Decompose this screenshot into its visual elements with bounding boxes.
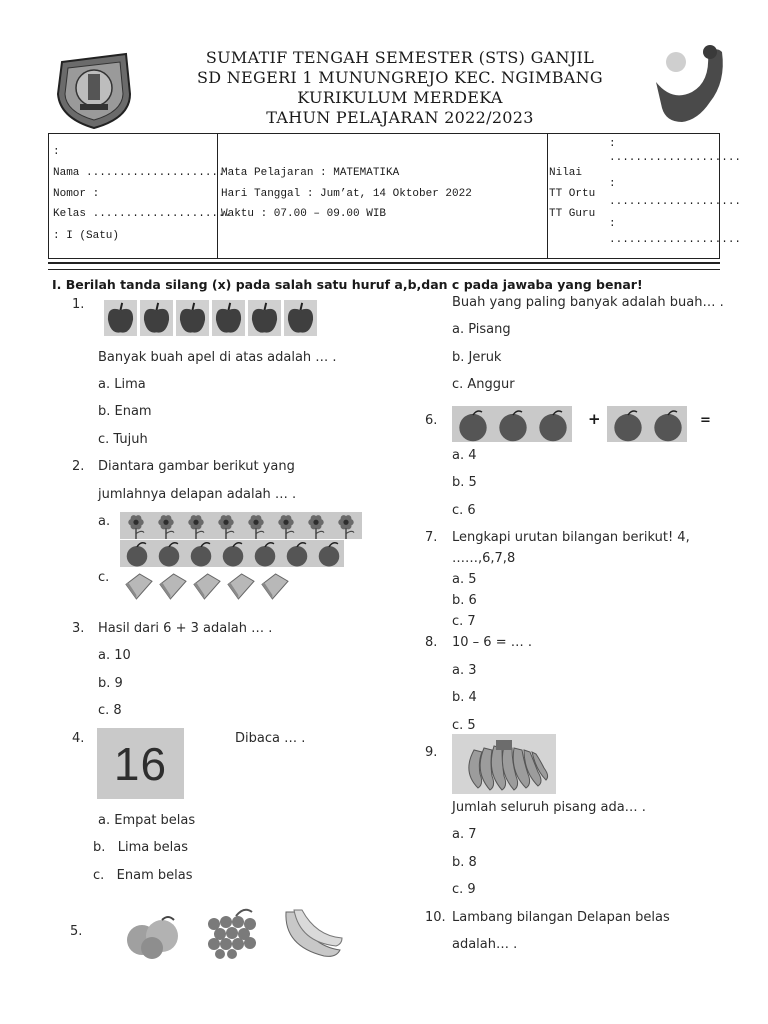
q2-question-line-1: Diantara gambar berikut yang (98, 459, 295, 474)
q2-book-image (122, 570, 292, 602)
q1-apple-image (104, 300, 318, 336)
q4-option-b[interactable]: b. Lima belas (93, 840, 188, 855)
q1-option-b[interactable]: b. Enam (98, 404, 152, 419)
header-title-line-1: SUMATIF TENGAH SEMESTER (STS) GANJIL (205, 48, 595, 67)
q7-question-line-2: ……,6,7,8 (452, 551, 516, 566)
q9-option-c[interactable]: c. 9 (452, 882, 476, 897)
orange-icon (282, 540, 312, 567)
orange-icon (649, 406, 687, 442)
parent-sign-colon: : (609, 178, 616, 190)
q1-option-c[interactable]: c. Tujuh (98, 432, 148, 447)
apple-icon (284, 300, 317, 336)
q8-option-b[interactable]: b. 4 (452, 690, 477, 705)
name-field[interactable]: Nama ..................... (53, 167, 225, 179)
q6-number: 6. (425, 413, 438, 428)
class-field[interactable]: Kelas ..................... (53, 208, 232, 220)
orange-icon (609, 406, 647, 442)
q5-option-a[interactable]: a. Pisang (452, 322, 511, 337)
q7-option-a[interactable]: a. 5 (452, 572, 477, 587)
q10-number: 10. (425, 910, 446, 925)
header-divider (48, 262, 720, 270)
number-field[interactable]: Nomor : (53, 188, 100, 200)
orange-icon (534, 406, 572, 442)
apple-icon (104, 300, 137, 336)
q6-option-a[interactable]: a. 4 (452, 448, 477, 463)
q2-option-a[interactable]: a. (98, 514, 111, 529)
student-info-row-1: : (53, 146, 60, 158)
q8-question: 10 – 6 = … . (452, 635, 532, 650)
q3-option-c[interactable]: c. 8 (98, 703, 122, 718)
header-title-line-4: TAHUN PELAJARAN 2022/2023 (266, 108, 534, 127)
q2-option-c[interactable]: c. (98, 570, 110, 585)
teacher-sign-dots[interactable]: .................... (609, 234, 742, 246)
q7-option-b[interactable]: b. 6 (452, 593, 477, 608)
flower-icon (182, 512, 210, 539)
apple-icon (248, 300, 281, 336)
book-icon (258, 570, 290, 602)
q4-number-image (97, 728, 184, 799)
q3-option-b[interactable]: b. 9 (98, 676, 123, 691)
teacher-sign-colon: : (609, 218, 616, 230)
q5-option-b[interactable]: b. Jeruk (452, 350, 502, 365)
q5-question: Buah yang paling banyak adalah buah… . (452, 295, 724, 310)
q7-option-c[interactable]: c. 7 (452, 614, 476, 629)
q6-equals-sign: = (700, 413, 711, 428)
date-row: Hari Tanggal : Jum’at, 14 Oktober 2022 (221, 188, 472, 200)
q5-number: 5. (70, 924, 83, 939)
q1-question: Banyak buah apel di atas adalah … . (98, 350, 337, 365)
q2-orange-image (120, 540, 344, 567)
q6-plus-sign: + (588, 410, 601, 428)
score-dots[interactable]: .................... (609, 152, 742, 164)
q2-flower-image (120, 512, 362, 539)
subject-row: Mata Pelajaran : MATEMATIKA (221, 167, 400, 179)
header-title-line-2: SD NEGERI 1 MUNUNGREJO KEC. NGIMBANG (196, 68, 604, 87)
q3-question: Hasil dari 6 + 3 adalah … . (98, 621, 273, 636)
q5-option-c[interactable]: c. Anggur (452, 377, 515, 392)
q2-question-line-2: jumlahnya delapan adalah … . (98, 487, 297, 502)
q5-grape-icon (200, 906, 264, 968)
orange-icon (218, 540, 248, 567)
teacher-sign-label: TT Guru (549, 208, 596, 220)
book-icon (190, 570, 222, 602)
q6-option-c[interactable]: c. 6 (452, 503, 476, 518)
orange-icon (154, 540, 184, 567)
q4-number-image-text: 16 (113, 737, 168, 790)
time-row: Waktu : 07.00 – 09.00 WIB (221, 208, 387, 220)
orange-icon (186, 540, 216, 567)
apple-icon (212, 300, 245, 336)
q8-option-a[interactable]: a. 3 (452, 663, 477, 678)
q6-left-orange-image (452, 406, 572, 442)
q3-number: 3. (72, 621, 85, 636)
flower-icon (122, 512, 150, 539)
q6-option-b[interactable]: b. 5 (452, 475, 477, 490)
q9-option-b[interactable]: b. 8 (452, 855, 477, 870)
score-label: Nilai (549, 167, 583, 179)
q4-question: Dibaca … . (235, 731, 306, 746)
orange-icon (250, 540, 280, 567)
curriculum-logo-icon (652, 42, 726, 124)
student-info-table (48, 133, 742, 259)
q6-right-orange-image (607, 406, 687, 442)
q5-orange-icon (122, 912, 188, 964)
q9-number: 9. (425, 745, 438, 760)
q4-number: 4. (72, 731, 85, 746)
school-emblem-icon (54, 48, 134, 132)
instruction-text: I. Berilah tanda silang (x) pada salah satu huruf a,b,dan c pada jawaba yang benar! (52, 277, 643, 292)
q4-option-a[interactable]: a. Empat belas (98, 813, 196, 828)
q9-option-a[interactable]: a. 7 (452, 827, 477, 842)
orange-icon (122, 540, 152, 567)
score-colon: : (609, 138, 616, 150)
parent-sign-dots[interactable]: .................... (609, 196, 742, 208)
orange-icon (494, 406, 532, 442)
q4-option-c[interactable]: c. Enam belas (93, 868, 193, 883)
q9-question: Jumlah seluruh pisang ada… . (452, 800, 646, 815)
book-icon (122, 570, 154, 602)
q8-option-c[interactable]: c. 5 (452, 718, 476, 733)
book-icon (224, 570, 256, 602)
q10-question-line-2: adalah… . (452, 937, 518, 952)
q3-option-a[interactable]: a. 10 (98, 648, 131, 663)
flower-icon (152, 512, 180, 539)
q5-banana-icon (280, 906, 344, 966)
q7-number: 7. (425, 530, 438, 545)
apple-icon (140, 300, 173, 336)
q7-question-line-1: Lengkapi urutan bilangan berikut! 4, (452, 530, 690, 545)
flower-icon (272, 512, 300, 539)
orange-icon (454, 406, 492, 442)
class-value: : I (Satu) (53, 230, 120, 242)
q1-number: 1. (72, 297, 85, 312)
orange-icon (314, 540, 344, 567)
flower-icon (242, 512, 270, 539)
parent-sign-label: TT Ortu (549, 188, 596, 200)
q9-banana-image (452, 734, 556, 794)
book-icon (156, 570, 188, 602)
header-title-line-3: KURIKULUM MERDEKA (297, 88, 503, 107)
q2-number: 2. (72, 459, 85, 474)
flower-icon (332, 512, 360, 539)
flower-icon (302, 512, 330, 539)
q10-question-line-1: Lambang bilangan Delapan belas (452, 910, 670, 925)
q8-number: 8. (425, 635, 438, 650)
q1-option-a[interactable]: a. Lima (98, 377, 146, 392)
apple-icon (176, 300, 209, 336)
flower-icon (212, 512, 240, 539)
